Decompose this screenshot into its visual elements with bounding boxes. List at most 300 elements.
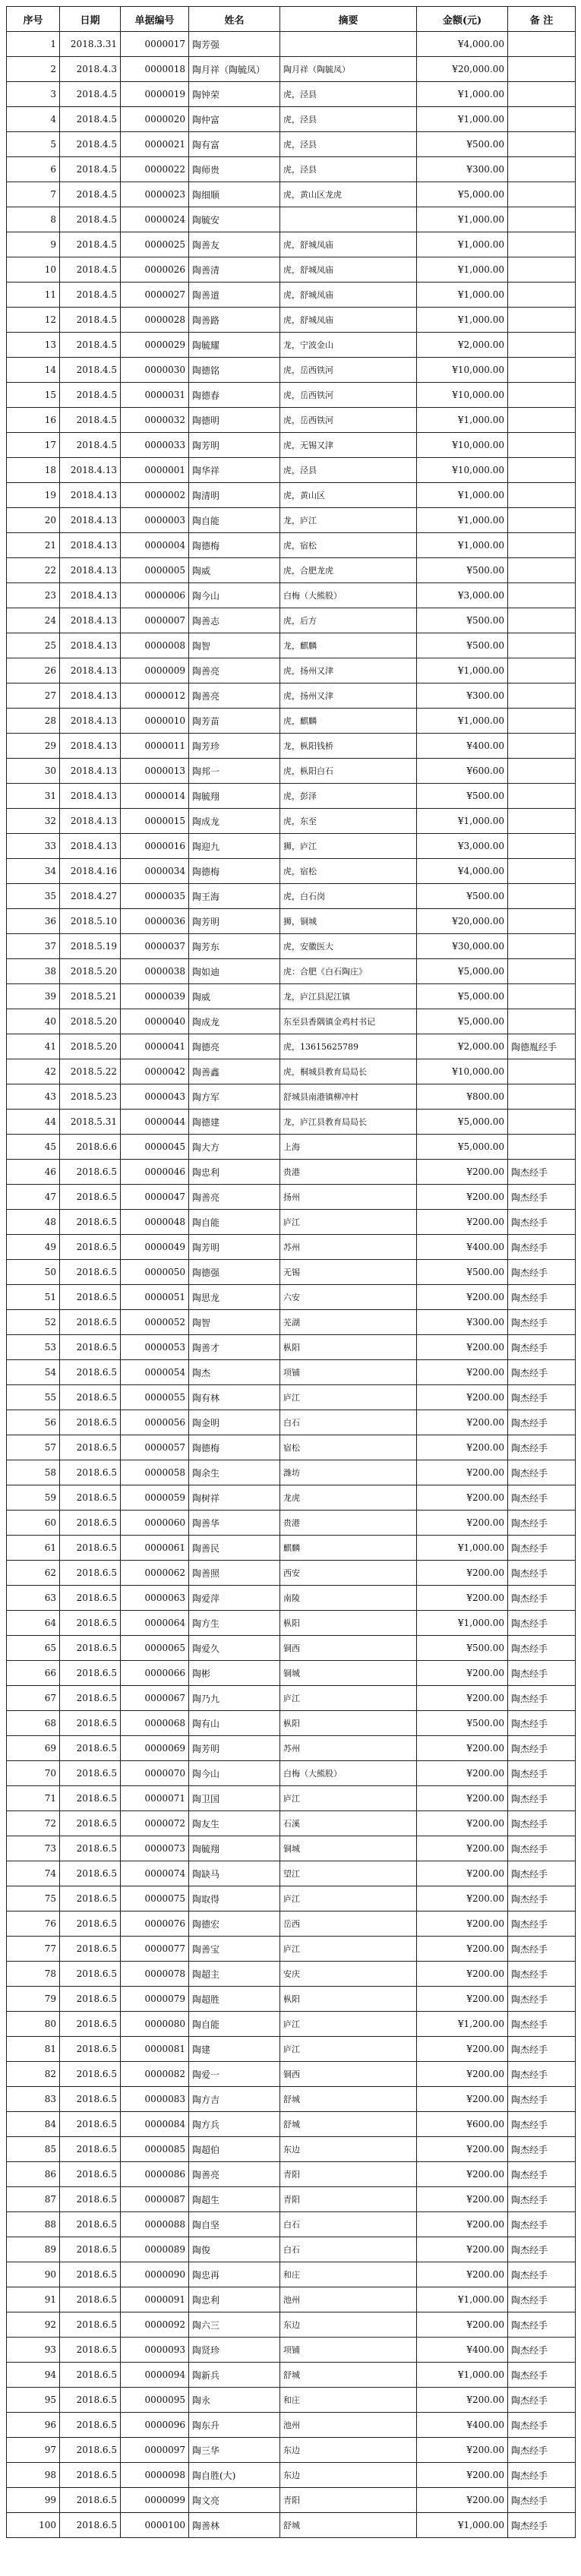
row-number: 29 <box>7 734 60 759</box>
row-amount: ¥200.00 <box>417 1385 508 1410</box>
row-note: 陶杰经手 <box>508 1987 576 2012</box>
row-memo: 庐江 <box>280 2037 417 2062</box>
row-date: 2018.6.5 <box>60 1536 121 1561</box>
row-name: 陶芳苗 <box>189 709 280 734</box>
row-note: 陶杰经手 <box>508 2438 576 2463</box>
table-row <box>7 82 576 107</box>
header-code: 单据编号 <box>121 7 189 32</box>
row-date: 2018.4.13 <box>60 809 121 834</box>
row-name: 陶德建 <box>189 1110 280 1135</box>
row-number: 14 <box>7 358 60 383</box>
row-number: 19 <box>7 483 60 508</box>
row-number: 27 <box>7 683 60 709</box>
table-row <box>7 2262 576 2287</box>
row-date: 2018.5.23 <box>60 1084 121 1110</box>
row-name: 陶自坚 <box>189 2212 280 2237</box>
row-amount: ¥500.00 <box>417 633 508 658</box>
row-note <box>508 784 576 809</box>
row-date: 2018.6.5 <box>60 1210 121 1235</box>
row-name: 陶王海 <box>189 884 280 909</box>
row-note: 陶杰经手 <box>508 2287 576 2312</box>
row-note: 陶杰经手 <box>508 2187 576 2212</box>
row-code: 0000069 <box>121 1736 189 1761</box>
row-code: 0000055 <box>121 1385 189 1410</box>
row-note: 陶杰经手 <box>508 1811 576 1836</box>
row-number: 73 <box>7 1836 60 1861</box>
row-number: 77 <box>7 1937 60 1962</box>
row-date: 2018.4.5 <box>60 232 121 257</box>
row-memo: 枞阳 <box>280 1987 417 2012</box>
table-row <box>7 257 576 283</box>
row-number: 38 <box>7 959 60 984</box>
row-amount: ¥1,000.00 <box>417 709 508 734</box>
row-code: 0000013 <box>121 759 189 784</box>
row-amount: ¥200.00 <box>417 1761 508 1786</box>
row-date: 2018.6.5 <box>60 1285 121 1310</box>
row-code: 0000051 <box>121 1285 189 1310</box>
row-memo: 虎，13615625789 <box>280 1034 417 1059</box>
row-name: 陶德梅 <box>189 1435 280 1460</box>
row-amount: ¥1,000.00 <box>417 408 508 433</box>
table-row <box>7 182 576 207</box>
row-number: 83 <box>7 2087 60 2112</box>
row-memo: 麒麟 <box>280 1536 417 1561</box>
row-date: 2018.6.5 <box>60 2037 121 2062</box>
row-name: 陶德梅 <box>189 533 280 558</box>
row-amount: ¥200.00 <box>417 2212 508 2237</box>
row-amount: ¥200.00 <box>417 1285 508 1310</box>
table-row <box>7 1736 576 1761</box>
row-amount: ¥200.00 <box>417 1410 508 1435</box>
row-number: 22 <box>7 558 60 583</box>
row-code: 0000087 <box>121 2187 189 2212</box>
row-date: 2018.6.5 <box>60 2112 121 2137</box>
row-memo: 和庄 <box>280 2262 417 2287</box>
row-name: 陶余生 <box>189 1460 280 1485</box>
table-row <box>7 2338 576 2363</box>
row-memo: 岳西 <box>280 1911 417 1937</box>
row-note <box>508 182 576 207</box>
row-amount: ¥1,000.00 <box>417 232 508 257</box>
row-note <box>508 132 576 157</box>
table-row <box>7 633 576 658</box>
row-date: 2018.4.13 <box>60 834 121 859</box>
row-number: 61 <box>7 1536 60 1561</box>
row-memo: 虎，泾县 <box>280 107 417 132</box>
row-code: 0000016 <box>121 834 189 859</box>
row-note: 陶杰经手 <box>508 2312 576 2338</box>
row-memo: 虎，岳西铁河 <box>280 408 417 433</box>
table-row <box>7 1059 576 1084</box>
row-note: 陶杰经手 <box>508 1686 576 1711</box>
row-number: 46 <box>7 1160 60 1185</box>
row-code: 0000024 <box>121 207 189 232</box>
row-number: 64 <box>7 1611 60 1636</box>
row-note: 陶杰经手 <box>508 2388 576 2413</box>
row-memo: 舒城县南港镇柳冲村 <box>280 1084 417 1110</box>
row-date: 2018.5.10 <box>60 909 121 934</box>
row-name: 陶有富 <box>189 132 280 157</box>
row-code: 0000094 <box>121 2363 189 2388</box>
table-row <box>7 2488 576 2513</box>
row-number: 18 <box>7 458 60 483</box>
row-amount: ¥1,000.00 <box>417 658 508 683</box>
row-memo: 龙，庐江县泥江镇 <box>280 984 417 1009</box>
row-name: 陶金明 <box>189 1410 280 1435</box>
table-row <box>7 1511 576 1536</box>
row-name: 陶忠利 <box>189 1160 280 1185</box>
row-code: 0000093 <box>121 2338 189 2363</box>
row-number: 51 <box>7 1285 60 1310</box>
row-note <box>508 834 576 859</box>
row-number: 53 <box>7 1335 60 1360</box>
row-note <box>508 809 576 834</box>
row-code: 0000065 <box>121 1636 189 1661</box>
row-amount: ¥200.00 <box>417 1511 508 1536</box>
table-row <box>7 1460 576 1485</box>
row-date: 2018.6.5 <box>60 1360 121 1385</box>
row-number: 82 <box>7 2062 60 2087</box>
row-name: 陶德铭 <box>189 358 280 383</box>
row-date: 2018.4.13 <box>60 784 121 809</box>
row-memo: 庐江 <box>280 1786 417 1811</box>
row-name: 陶文亮 <box>189 2488 280 2513</box>
row-date: 2018.6.5 <box>60 1260 121 1285</box>
row-memo: 项铺 <box>280 1360 417 1385</box>
row-number: 40 <box>7 1009 60 1034</box>
row-amount: ¥400.00 <box>417 1235 508 1260</box>
row-date: 2018.4.16 <box>60 859 121 884</box>
table-row <box>7 934 576 959</box>
row-date: 2018.6.5 <box>60 1561 121 1586</box>
row-code: 0000078 <box>121 1962 189 1987</box>
row-code: 0000008 <box>121 633 189 658</box>
row-code: 0000082 <box>121 2062 189 2087</box>
row-memo: 虎，扬州又津 <box>280 658 417 683</box>
row-code: 0000100 <box>121 2513 189 2538</box>
row-code: 0000070 <box>121 1761 189 1786</box>
row-name: 陶毓翔 <box>189 1836 280 1861</box>
row-code: 0000017 <box>121 32 189 57</box>
row-amount: ¥200.00 <box>417 2262 508 2287</box>
row-name: 陶永 <box>189 2388 280 2413</box>
row-note <box>508 1135 576 1160</box>
row-code: 0000011 <box>121 734 189 759</box>
row-number: 95 <box>7 2388 60 2413</box>
row-code: 0000034 <box>121 859 189 884</box>
row-amount: ¥1,000.00 <box>417 207 508 232</box>
row-memo: 龙虎 <box>280 1485 417 1511</box>
row-memo: 虎，岳西铁河 <box>280 383 417 408</box>
row-amount: ¥200.00 <box>417 1485 508 1511</box>
header-amount: 金额(元) <box>417 7 508 32</box>
row-number: 45 <box>7 1135 60 1160</box>
row-amount: ¥200.00 <box>417 1561 508 1586</box>
row-note <box>508 608 576 633</box>
row-name: 陶芳强 <box>189 32 280 57</box>
row-amount: ¥10,000.00 <box>417 358 508 383</box>
row-number: 93 <box>7 2338 60 2363</box>
row-amount: ¥1,200.00 <box>417 2012 508 2037</box>
row-date: 2018.4.5 <box>60 283 121 308</box>
row-number: 34 <box>7 859 60 884</box>
row-name: 陶善路 <box>189 308 280 333</box>
row-name: 陶邦一 <box>189 759 280 784</box>
row-date: 2018.6.5 <box>60 1962 121 1987</box>
row-amount: ¥2,000.00 <box>417 1034 508 1059</box>
row-date: 2018.4.13 <box>60 734 121 759</box>
row-date: 2018.4.13 <box>60 558 121 583</box>
row-date: 2018.6.5 <box>60 2212 121 2237</box>
table-row <box>7 2463 576 2488</box>
row-name: 陶善林 <box>189 2513 280 2538</box>
row-amount: ¥300.00 <box>417 157 508 182</box>
row-amount: ¥600.00 <box>417 759 508 784</box>
row-number: 20 <box>7 508 60 533</box>
row-name: 陶杰 <box>189 1360 280 1385</box>
row-name: 陶如迪 <box>189 959 280 984</box>
row-memo: 无锡 <box>280 1260 417 1285</box>
row-date: 2018.6.5 <box>60 2237 121 2262</box>
table-row <box>7 458 576 483</box>
row-amount: ¥200.00 <box>417 1811 508 1836</box>
row-number: 99 <box>7 2488 60 2513</box>
row-note: 陶杰经手 <box>508 1485 576 1511</box>
row-note: 陶杰经手 <box>508 1836 576 1861</box>
row-number: 8 <box>7 207 60 232</box>
table-row <box>7 2012 576 2037</box>
row-number: 57 <box>7 1435 60 1460</box>
table-row <box>7 1285 576 1310</box>
row-name: 陶彬 <box>189 1661 280 1686</box>
row-code: 0000057 <box>121 1435 189 1460</box>
row-name: 陶大方 <box>189 1135 280 1160</box>
row-memo: 枞阳 <box>280 1611 417 1636</box>
row-amount: ¥200.00 <box>417 2187 508 2212</box>
row-number: 70 <box>7 1761 60 1786</box>
row-date: 2018.6.5 <box>60 1611 121 1636</box>
row-number: 58 <box>7 1460 60 1485</box>
row-code: 0000074 <box>121 1861 189 1886</box>
row-note: 陶杰经手 <box>508 1937 576 1962</box>
row-code: 0000006 <box>121 583 189 608</box>
row-date: 2018.3.31 <box>60 32 121 57</box>
table-row <box>7 784 576 809</box>
row-amount: ¥1,000.00 <box>417 1536 508 1561</box>
row-note <box>508 107 576 132</box>
row-amount: ¥20,000.00 <box>417 909 508 934</box>
table-row <box>7 383 576 408</box>
row-amount: ¥200.00 <box>417 2062 508 2087</box>
row-date: 2018.6.5 <box>60 2488 121 2513</box>
row-name: 陶爱一 <box>189 2062 280 2087</box>
row-note <box>508 909 576 934</box>
table-row <box>7 2513 576 2538</box>
row-date: 2018.6.5 <box>60 1460 121 1485</box>
row-name: 陶忠利 <box>189 2287 280 2312</box>
table-row <box>7 834 576 859</box>
row-amount: ¥1,000.00 <box>417 483 508 508</box>
row-code: 0000023 <box>121 182 189 207</box>
row-code: 0000002 <box>121 483 189 508</box>
row-code: 0000068 <box>121 1711 189 1736</box>
table-row <box>7 2413 576 2438</box>
row-number: 85 <box>7 2137 60 2162</box>
row-number: 76 <box>7 1911 60 1937</box>
row-number: 54 <box>7 1360 60 1385</box>
row-date: 2018.4.13 <box>60 583 121 608</box>
row-number: 28 <box>7 709 60 734</box>
row-memo <box>280 207 417 232</box>
row-code: 0000063 <box>121 1586 189 1611</box>
table-row <box>7 1861 576 1886</box>
row-name: 陶贤珍 <box>189 2338 280 2363</box>
row-name: 陶善亮 <box>189 2162 280 2187</box>
row-amount: ¥400.00 <box>417 2338 508 2363</box>
row-number: 3 <box>7 82 60 107</box>
row-memo: 虎，东至 <box>280 809 417 834</box>
row-memo: 陶月祥（陶毓凤） <box>280 57 417 82</box>
row-note: 陶杰经手 <box>508 1761 576 1786</box>
row-name: 陶爱萍 <box>189 1586 280 1611</box>
row-number: 11 <box>7 283 60 308</box>
row-date: 2018.4.5 <box>60 358 121 383</box>
table-row <box>7 683 576 709</box>
row-date: 2018.6.5 <box>60 1861 121 1886</box>
row-note: 陶杰经手 <box>508 1561 576 1586</box>
row-code: 0000061 <box>121 1536 189 1561</box>
row-number: 66 <box>7 1661 60 1686</box>
row-memo: 舒城 <box>280 2087 417 2112</box>
row-code: 0000042 <box>121 1059 189 1084</box>
row-number: 62 <box>7 1561 60 1586</box>
row-note <box>508 1084 576 1110</box>
row-date: 2018.6.5 <box>60 1886 121 1911</box>
table-row <box>7 1485 576 1511</box>
row-code: 0000060 <box>121 1511 189 1536</box>
row-memo: 虎，泾县 <box>280 157 417 182</box>
row-memo: 苏州 <box>280 1736 417 1761</box>
row-date: 2018.4.5 <box>60 157 121 182</box>
row-date: 2018.6.5 <box>60 1836 121 1861</box>
row-name: 陶月祥（陶毓凤） <box>189 57 280 82</box>
row-code: 0000037 <box>121 934 189 959</box>
row-number: 33 <box>7 834 60 859</box>
row-note: 陶杰经手 <box>508 2087 576 2112</box>
row-number: 47 <box>7 1185 60 1210</box>
row-note <box>508 408 576 433</box>
row-number: 97 <box>7 2438 60 2463</box>
row-code: 0000014 <box>121 784 189 809</box>
row-code: 0000036 <box>121 909 189 934</box>
row-note <box>508 934 576 959</box>
row-note: 陶杰经手 <box>508 1410 576 1435</box>
row-memo: 铜西 <box>280 2062 417 2087</box>
row-code: 0000007 <box>121 608 189 633</box>
row-amount: ¥500.00 <box>417 558 508 583</box>
table-row <box>7 608 576 633</box>
table-row <box>7 157 576 182</box>
table-row <box>7 207 576 232</box>
row-note: 陶杰经手 <box>508 1235 576 1260</box>
row-amount: ¥3,000.00 <box>417 834 508 859</box>
row-memo: 龙，枞阳钱桥 <box>280 734 417 759</box>
row-memo: 虎，舒城凤庙 <box>280 308 417 333</box>
row-amount: ¥200.00 <box>417 1962 508 1987</box>
row-number: 56 <box>7 1410 60 1435</box>
row-date: 2018.6.5 <box>60 1160 121 1185</box>
row-number: 90 <box>7 2262 60 2287</box>
table-row <box>7 1410 576 1435</box>
row-amount: ¥5,000.00 <box>417 182 508 207</box>
row-code: 0000030 <box>121 358 189 383</box>
row-amount: ¥200.00 <box>417 2237 508 2262</box>
row-code: 0000080 <box>121 2012 189 2037</box>
table-row <box>7 1110 576 1135</box>
row-name: 陶毓翔 <box>189 784 280 809</box>
row-memo: 狮，庐江 <box>280 834 417 859</box>
row-name: 陶有林 <box>189 1385 280 1410</box>
row-memo: 青阳 <box>280 2488 417 2513</box>
row-note <box>508 232 576 257</box>
row-code: 0000025 <box>121 232 189 257</box>
row-date: 2018.4.27 <box>60 884 121 909</box>
row-code: 0000009 <box>121 658 189 683</box>
row-note: 陶杰经手 <box>508 1736 576 1761</box>
row-date: 2018.5.21 <box>60 984 121 1009</box>
row-name: 陶自能 <box>189 1210 280 1235</box>
row-date: 2018.4.13 <box>60 759 121 784</box>
row-name: 陶爱久 <box>189 1636 280 1661</box>
row-name: 陶乃九 <box>189 1686 280 1711</box>
table-row <box>7 1185 576 1210</box>
row-number: 49 <box>7 1235 60 1260</box>
row-name: 陶建 <box>189 2037 280 2062</box>
row-note <box>508 157 576 182</box>
table-row <box>7 583 576 608</box>
row-date: 2018.4.13 <box>60 608 121 633</box>
row-amount: ¥400.00 <box>417 734 508 759</box>
row-note: 陶杰经手 <box>508 1611 576 1636</box>
row-name: 陶善才 <box>189 1335 280 1360</box>
row-memo: 和庄 <box>280 2388 417 2413</box>
row-note <box>508 207 576 232</box>
row-code: 0000004 <box>121 533 189 558</box>
row-date: 2018.6.5 <box>60 2363 121 2388</box>
row-amount: ¥200.00 <box>417 2037 508 2062</box>
row-note <box>508 884 576 909</box>
table-row <box>7 358 576 383</box>
row-date: 2018.6.5 <box>60 1385 121 1410</box>
row-memo: 东至县香隅镇金鸡村书记 <box>280 1009 417 1034</box>
row-amount: ¥5,000.00 <box>417 984 508 1009</box>
row-name: 陶超主 <box>189 1962 280 1987</box>
table-row <box>7 1009 576 1034</box>
table-row <box>7 884 576 909</box>
row-amount: ¥800.00 <box>417 1084 508 1110</box>
table-row <box>7 1786 576 1811</box>
row-date: 2018.5.31 <box>60 1110 121 1135</box>
row-number: 79 <box>7 1987 60 2012</box>
row-amount: ¥1,000.00 <box>417 809 508 834</box>
row-name: 陶有山 <box>189 1711 280 1736</box>
row-note <box>508 57 576 82</box>
row-date: 2018.6.5 <box>60 1586 121 1611</box>
row-name: 陶芳明 <box>189 1736 280 1761</box>
row-date: 2018.4.13 <box>60 658 121 683</box>
row-name: 陶威 <box>189 558 280 583</box>
row-number: 50 <box>7 1260 60 1285</box>
